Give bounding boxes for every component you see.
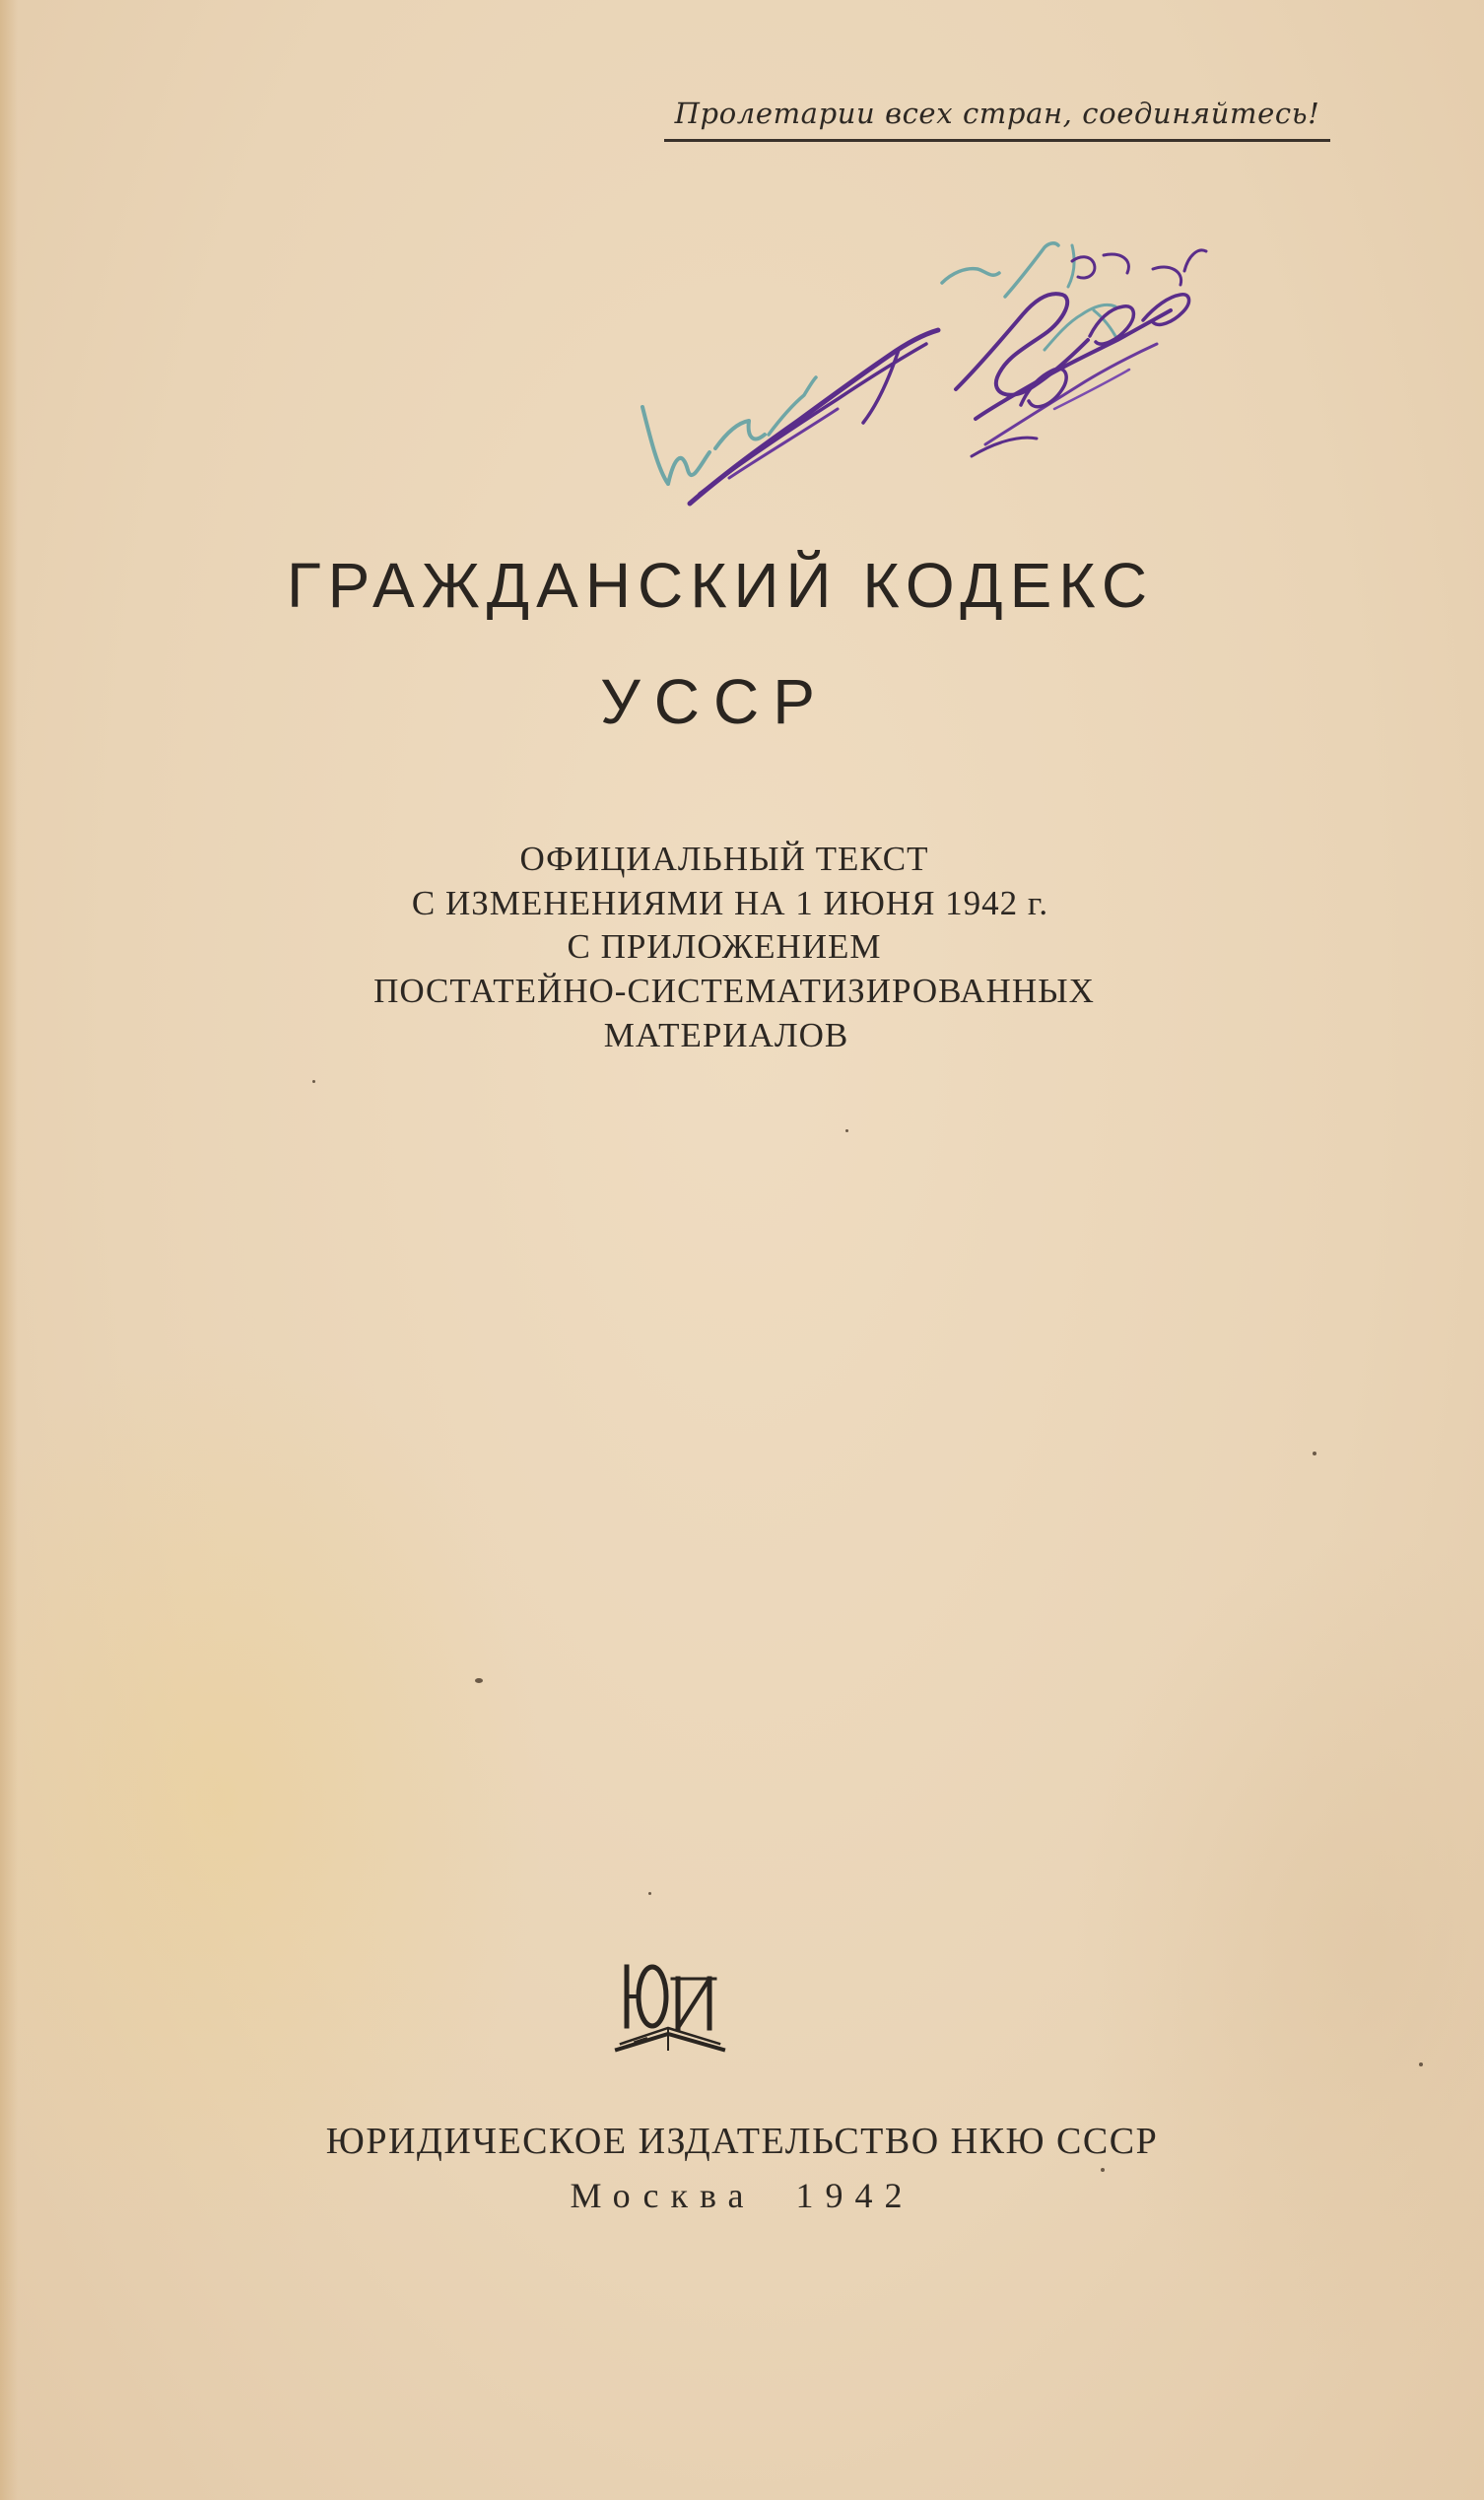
motto-slogan: Пролетарии всех стран, соединяйтесь!: [674, 97, 1320, 130]
paper-speck: [1419, 2062, 1423, 2066]
title-line-2: УССР: [600, 666, 829, 737]
publisher-name: ЮРИДИЧЕСКОЕ ИЗДАТЕЛЬСТВО НКЮ СССР: [325, 2121, 1159, 2162]
handwritten-signature: [631, 212, 1232, 527]
subtitle-line: С ИЗМЕНЕНИЯМИ НА 1 ИЮНЯ 1942 г.: [411, 884, 1049, 922]
paper-speck: [475, 1678, 483, 1683]
title-line-1: ГРАЖДАНСКИЙ КОДЕКС: [286, 550, 1155, 621]
subtitle-line: ОФИЦИАЛЬНЫЙ ТЕКСТ: [519, 840, 929, 878]
subtitle-line: ПОСТАТЕЙНО-СИСТЕМАТИЗИРОВАННЫХ: [373, 972, 1095, 1010]
paper-speck: [648, 1892, 651, 1895]
subtitle-line: МАТЕРИАЛОВ: [603, 1016, 849, 1054]
paper-speck: [1101, 2168, 1105, 2172]
paper-speck: [845, 1129, 848, 1132]
imprint-city-year: [0, 2175, 1484, 2216]
paper-speck: [312, 1080, 315, 1083]
paper-speck: [1313, 1452, 1316, 1455]
imprint-city: Москва: [570, 2176, 756, 2215]
motto-underline: [664, 139, 1330, 142]
subtitle-line: С ПРИЛОЖЕНИЕМ: [567, 927, 882, 966]
imprint-year: 1942: [795, 2176, 914, 2215]
publisher-monogram-book-icon: [613, 1949, 727, 2058]
